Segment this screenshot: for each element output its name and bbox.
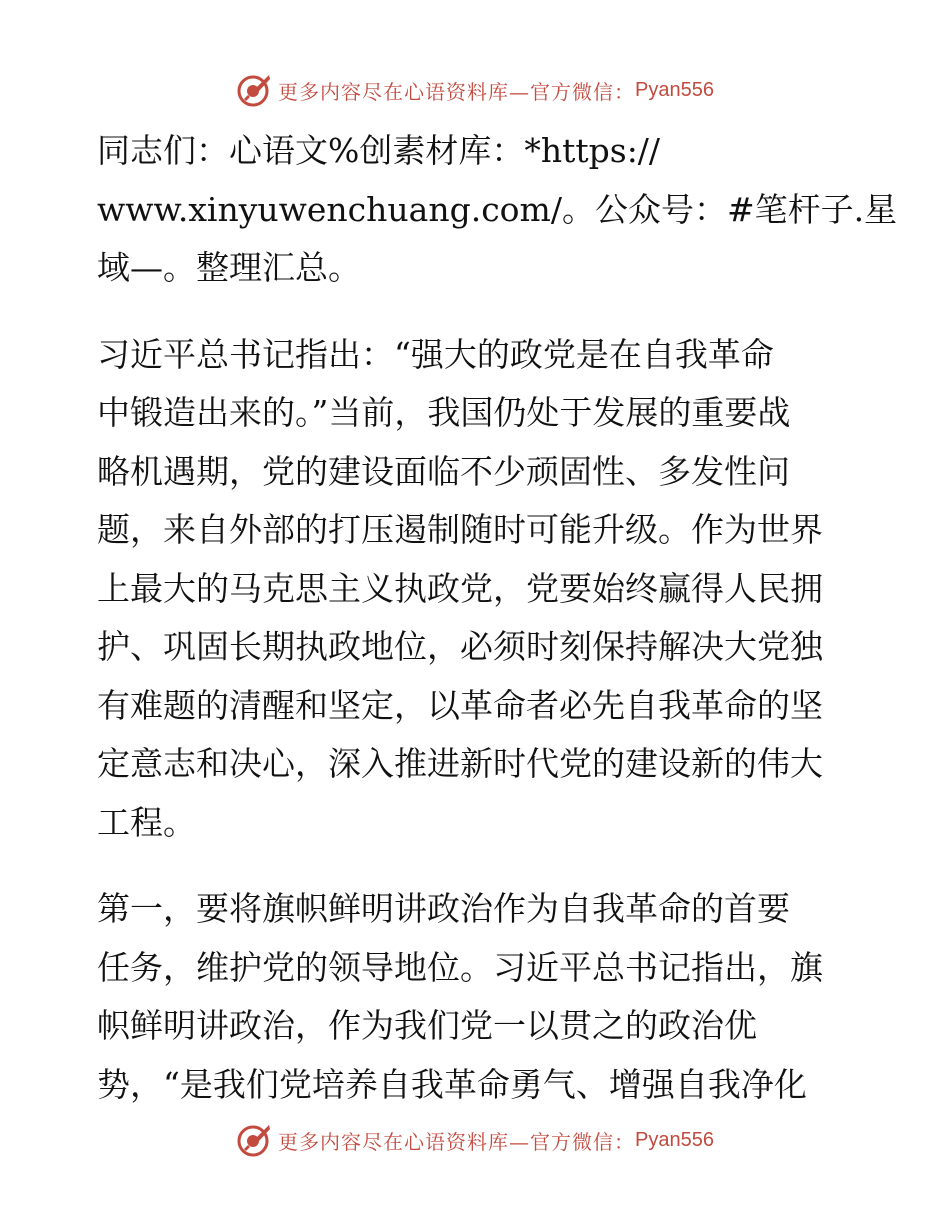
- header-watermark: [0, 70, 950, 110]
- paragraph-quote: [97, 326, 853, 853]
- paragraph-intro: [97, 122, 898, 298]
- text-line: 域—。整理汇总。: [97, 248, 361, 287]
- document-body: [97, 122, 898, 1142]
- text-line: 中锻造出来的。”当前，我国仍处于发展的重要战: [97, 393, 791, 432]
- watermark-text: 更多内容尽在心语资料库—官方微信：: [278, 79, 636, 104]
- text-line: 习近平总书记指出：“强大的政党是在自我革命: [97, 334, 774, 374]
- watermark-handle: Pyan556: [635, 1128, 714, 1151]
- text-line: 略机遇期，党的建设面临不少顽固性、多发性问: [97, 451, 790, 491]
- text-line: 题，来自外部的打压遏制随时可能升级。作为世界: [97, 510, 823, 549]
- red-seal-logo-icon: [236, 72, 272, 108]
- text-line: 帜鲜明讲政治，作为我们党一以贯之的政治优: [97, 1006, 757, 1045]
- text-line: 第一，要将旗帜鲜明讲政治作为自我革命的首要: [97, 889, 790, 928]
- text-line: 上最大的马克思主义执政党，党要始终赢得人民拥: [97, 568, 823, 608]
- paragraph-first-point: [97, 880, 853, 1114]
- text-line: 定意志和决心，深入推进新时代党的建设新的伟大: [97, 744, 823, 783]
- text-line: 护、巩固长期执政地位，必须时刻保持解决大党独: [97, 627, 823, 666]
- watermark-handle: Pyan556: [635, 78, 714, 101]
- text-line: www.xinyuwenchuang.com/。公众号：#笔杆子.星: [97, 189, 898, 229]
- watermark-text: 更多内容尽在心语资料库—官方微信：: [278, 1129, 636, 1154]
- text-line: 任务，维护党的领导地位。习近平总书记指出，旗: [97, 947, 823, 987]
- text-line: 工程。: [97, 802, 196, 842]
- text-line: 同志们：心语文%创素材库：*https://: [97, 131, 661, 170]
- text-line: 势，“是我们党培养自我革命勇气、增强自我净化: [97, 1064, 807, 1104]
- text-line: 有难题的清醒和坚定，以革命者必先自我革命的坚: [97, 685, 823, 725]
- footer-watermark: [0, 1120, 950, 1160]
- red-seal-logo-icon: [236, 1122, 272, 1158]
